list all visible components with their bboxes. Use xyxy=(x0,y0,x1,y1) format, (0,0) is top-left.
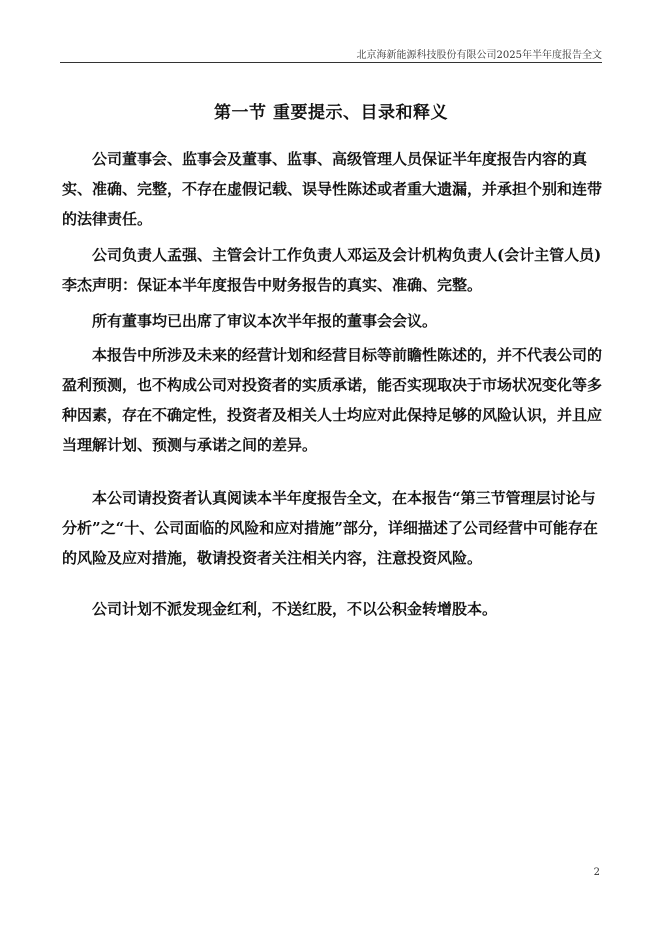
paragraph-risk-notice: 本公司请投资者认真阅读本半年度报告全文，在本报告“第三节管理层讨论与分析”之“十、公司面临的风险和应对措施”部分，详细描述了公司经营中可能存在的风险及应对措施，敬请投资者关注相关内容，注意投资风险。 xyxy=(62,489,598,567)
page-number: 2 xyxy=(593,867,600,878)
paragraph-forward-looking: 本报告中所涉及未来的经营计划和经营目标等前瞻性陈述的，并不代表公司的盈利预测，也不构成公司对投资者的实质承诺，能否实现取决于市场状况变化等多种因素，存在不确定性，投资者及相关人士均应对此保持足够的风险认识，并且应当理解计划、预测与承诺之间的差异。 xyxy=(62,346,603,454)
running-header: 北京海新能源科技股份有限公司2025年半年度报告全文 xyxy=(356,50,602,61)
header-divider xyxy=(60,62,602,63)
paragraph-board-guarantee: 公司董事会、监事会及董事、监事、高级管理人员保证半年度报告内容的真实、准确、完整，不存在虚假记载、误导性陈述或者重大遗漏，并承担个别和连带的法律责任。 xyxy=(62,150,603,228)
paragraph-dividend-plan: 公司计划不派发现金红利，不送红股，不以公积金转增股本。 xyxy=(92,600,498,618)
paragraph-responsible-persons: 公司负责人孟强、主管会计工作负责人邓运及会计机构负责人(会计主管人员)李杰声明：保证本半年度报告中财务报告的真实、准确、完整。 xyxy=(62,246,602,294)
paragraph-directors-attendance: 所有董事均已出席了审议本次半年报的董事会会议。 xyxy=(92,312,438,330)
section-title: 第一节 重要提示、目录和释义 xyxy=(214,103,448,123)
